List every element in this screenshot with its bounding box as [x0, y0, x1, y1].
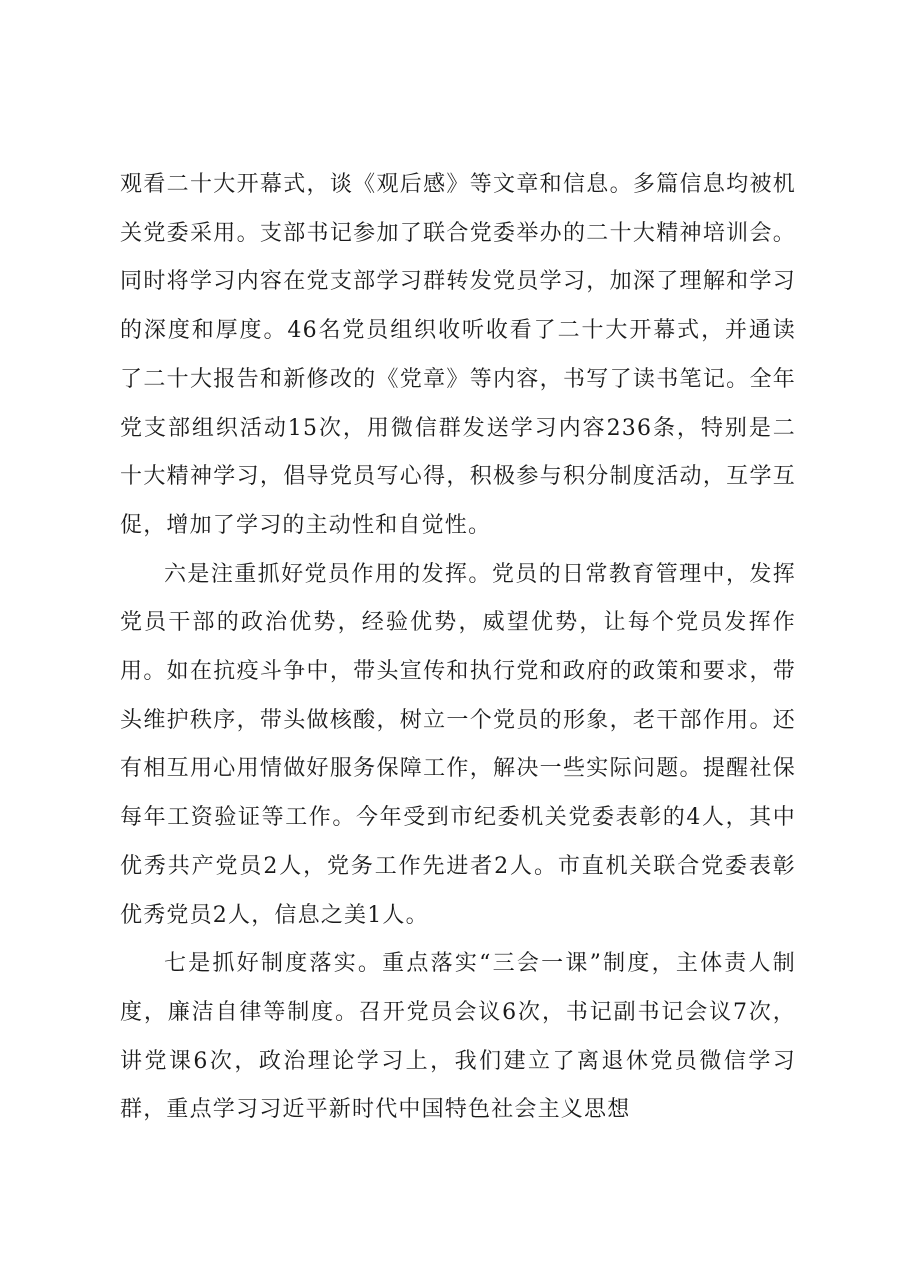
paragraph-continuation: 观看二十大开幕式，谈《观后感》等文章和信息。多篇信息均被机关党委采用。支部书记参加了联合党委举办的二十大精神培训会。同时将学习内容在党支部学习群转发党员学习，加深了理解和学习的深度和厚度。46名党员组织收听收看了二十大开幕式，并通读了二十大报告和新修改的《党章》等内容，书写了读书笔记。全年党支部组织活动15次，用微信群发送学习内容236条，特别是二十大精神学习，倡导党员写心得，积极参与积分制度活动，互学互促，增加了学习的主动性和自觉性。	[120, 172, 796, 538]
paragraph-seven: 七是抓好制度落实。重点落实“三会一课”制度，主体责人制度，廉洁自律等制度。召开党员会议6次，书记副书记会议7次，讲党课6次，政治理论学习上，我们建立了离退休党员微信学习群，重点学习习近平新时代中国特色社会主义思想	[120, 951, 796, 1123]
paragraph-six: 六是注重抓好党员作用的发挥。党员的日常教育管理中，发挥党员干部的政治优势，经验优势，威望优势，让每个党员发挥作用。如在抗疫斗争中，带头宣传和执行党和政府的政策和要求，带头维护秩序，带头做核酸，树立一个党员的形象，老干部作用。还有相互用心用情做好服务保障工作，解决一些实际问题。提醒社保每年工资验证等工作。今年受到市纪委机关党委表彰的4人，其中优秀共产党员2人，党务工作先进者2人。市直机关联合党委表彰优秀党员2人，信息之美1人。	[120, 561, 796, 928]
document-body	[120, 161, 796, 1135]
